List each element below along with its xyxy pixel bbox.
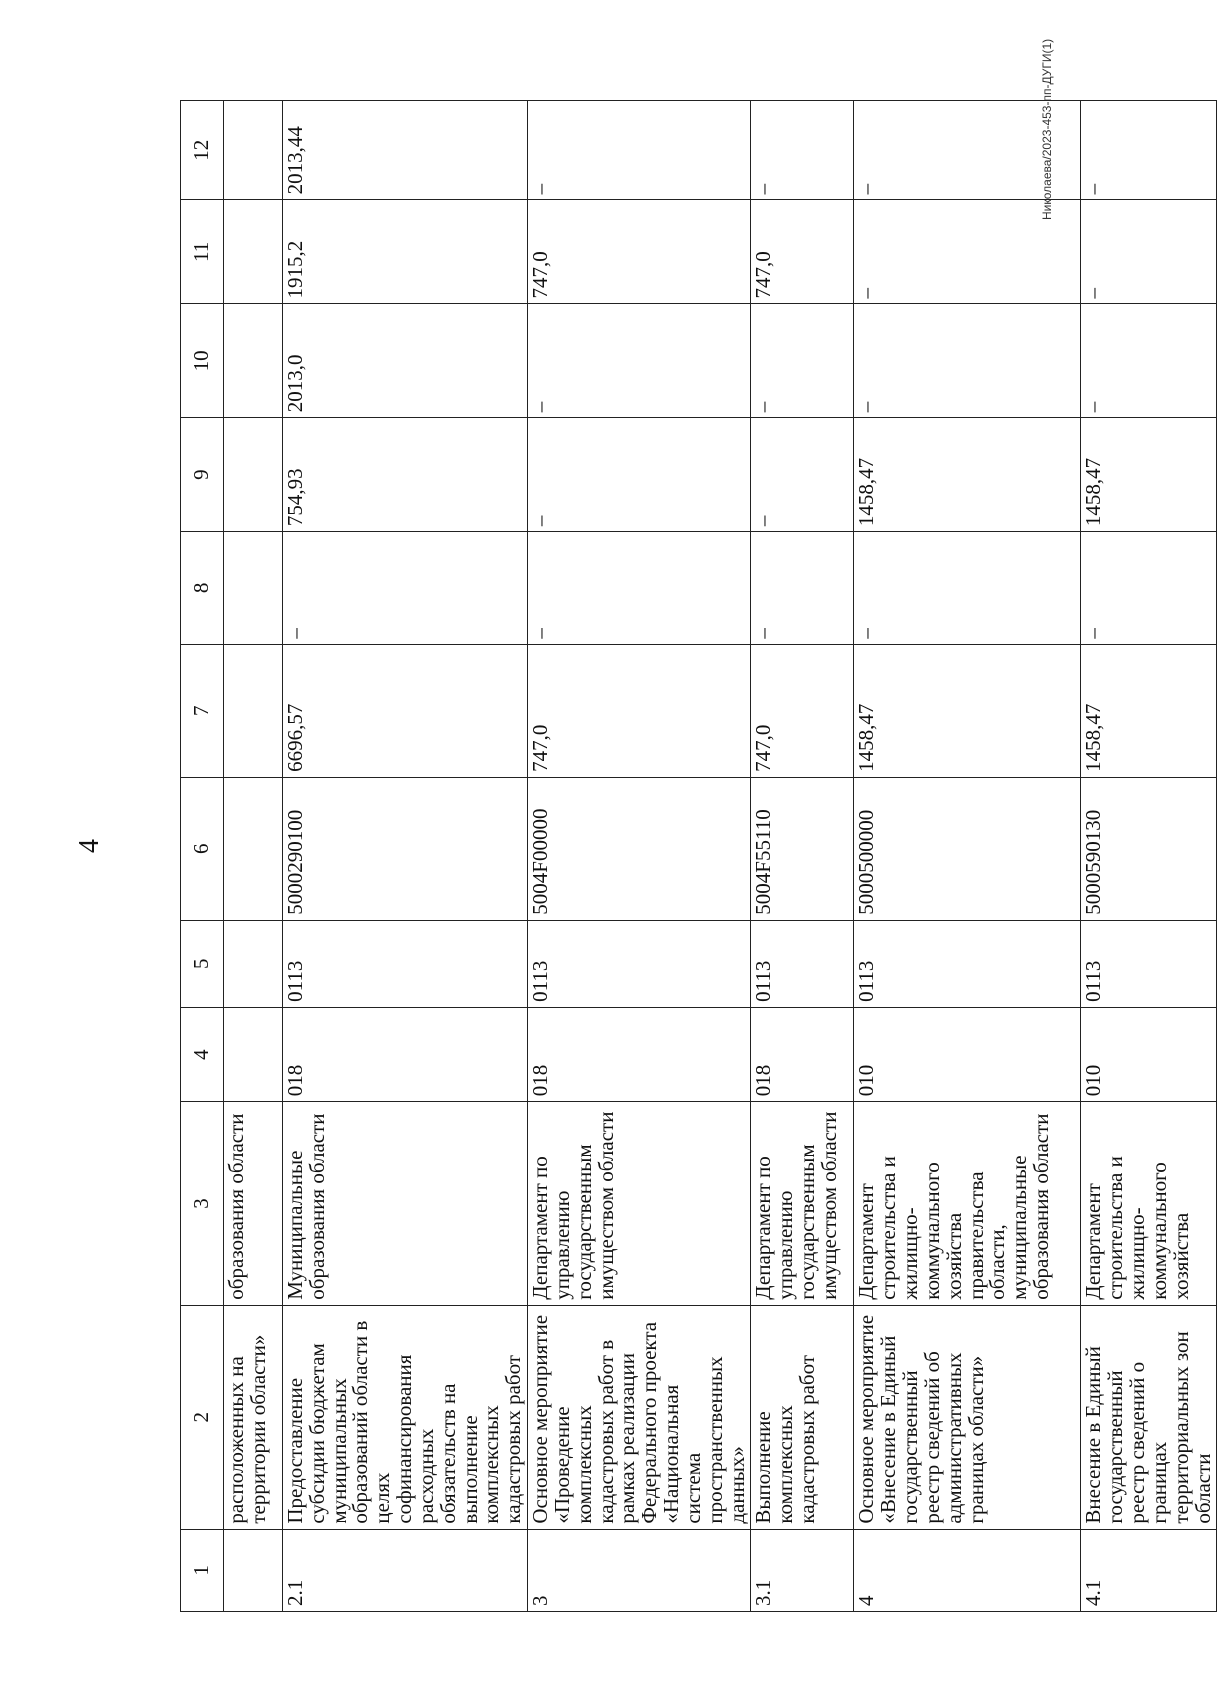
table-cell: образования области [224,1102,283,1305]
table-cell: – [528,101,751,200]
table-cell: – [854,101,1081,200]
table-cell: 4 [854,1529,1081,1611]
table-cell [224,1007,283,1101]
table-cell: 5000290100 [283,777,528,920]
table-cell: 1458,47 [1081,644,1217,777]
table-cell: 0113 [283,920,528,1007]
header-cell: 1 [181,1529,224,1611]
table-cell: 2013,0 [283,304,528,418]
table-cell: Департамент строительства и жилищно-коммунального хозяйства правительства области, муниципальные образования области [854,1102,1081,1305]
table-cell: – [1081,532,1217,645]
table-cell [224,418,283,532]
table-cell: Внесение в Единый государственный реестр сведений о границах территориальных зон области [1081,1305,1217,1529]
table-cell: – [1081,101,1217,200]
table-cell: 747,0 [528,200,751,304]
table-cell: 2.1 [283,1529,528,1611]
table-cell: 754,93 [283,418,528,532]
table-cell: 6696,57 [283,644,528,777]
table-cell: Предоставление субсидии бюджетам муниципальных образований области в целях софинансирования расходных обязательств на выполнение комплексных кадастровых работ [283,1305,528,1529]
table-cell: Департамент по управлению государственным имуществом области [528,1102,751,1305]
header-cell: 12 [181,101,224,200]
table-cell [224,101,283,200]
table-cell: 0113 [751,920,854,1007]
table-cell: 0113 [528,920,751,1007]
header-cell: 2 [181,1305,224,1529]
header-cell: 8 [181,532,224,645]
table-cell: – [528,532,751,645]
table-cell: 5000500000 [854,777,1081,920]
table-cell: 2013,44 [283,101,528,200]
table-cell [224,304,283,418]
table-cell [224,200,283,304]
table-cell: Основное мероприятие «Внесение в Единый государственный реестр сведений об административных границах области» [854,1305,1081,1529]
table-cell: – [751,532,854,645]
table-row [528,101,751,1612]
header-cell: 9 [181,418,224,532]
table-cell: 018 [283,1007,528,1101]
table-cell: 018 [751,1007,854,1101]
table-cell: 747,0 [751,644,854,777]
table-row [224,101,283,1612]
table-cell: – [854,304,1081,418]
table-header-row [181,101,224,1612]
table-cell: 1458,47 [854,418,1081,532]
table-cell [224,532,283,645]
table-cell: 5004F00000 [528,777,751,920]
footer-document-code: Николаева/2023-453-пп-ДУГИ(1) [1040,38,1054,220]
table-row [283,101,528,1612]
table-row [854,101,1081,1612]
header-cell: 3 [181,1102,224,1305]
header-cell: 10 [181,304,224,418]
table-cell: – [1081,200,1217,304]
table-cell: 5000590130 [1081,777,1217,920]
budget-table [180,100,1217,1612]
table-cell: 0113 [854,920,1081,1007]
table-cell: 0113 [1081,920,1217,1007]
table-cell: 1458,47 [854,644,1081,777]
table-cell: 1915,2 [283,200,528,304]
table-cell: 1458,47 [1081,418,1217,532]
table-cell: 3.1 [751,1529,854,1611]
table-cell: 747,0 [528,644,751,777]
table-cell: Выполнение комплексных кадастровых работ [751,1305,854,1529]
table-cell [224,644,283,777]
rotated-page [180,100,1215,1612]
table-cell: – [283,532,528,645]
table-cell: – [751,304,854,418]
header-cell: 4 [181,1007,224,1101]
table-cell: Основное мероприятие «Проведение комплексных кадастровых работ в рамках реализации Федерального проекта «Национальная система пространственных данных» [528,1305,751,1529]
table-row [751,101,854,1612]
table-cell: – [1081,304,1217,418]
table-cell: расположенных на территории области» [224,1305,283,1529]
header-cell: 5 [181,920,224,1007]
table-cell: – [751,418,854,532]
table-cell [224,1529,283,1611]
table-cell: – [528,304,751,418]
table-cell: Департамент по управлению государственным имуществом области [751,1102,854,1305]
table-cell: 5004F55110 [751,777,854,920]
table-cell: – [528,418,751,532]
table-cell: Муниципальные образования области [283,1102,528,1305]
header-cell: 11 [181,200,224,304]
table-cell: 4.1 [1081,1529,1217,1611]
table-cell: 010 [1081,1007,1217,1101]
page-number: 4 [74,839,105,853]
header-cell: 7 [181,644,224,777]
table-cell: – [751,101,854,200]
table-row [1081,101,1217,1612]
table-cell: 747,0 [751,200,854,304]
table-cell [224,920,283,1007]
table-cell [224,777,283,920]
table-cell: 010 [854,1007,1081,1101]
table-cell: 3 [528,1529,751,1611]
table-cell: 018 [528,1007,751,1101]
table-cell: – [854,532,1081,645]
header-cell: 6 [181,777,224,920]
table-cell: Департамент строительства и жилищно-коммунального хозяйства [1081,1102,1217,1305]
table-cell: – [854,200,1081,304]
